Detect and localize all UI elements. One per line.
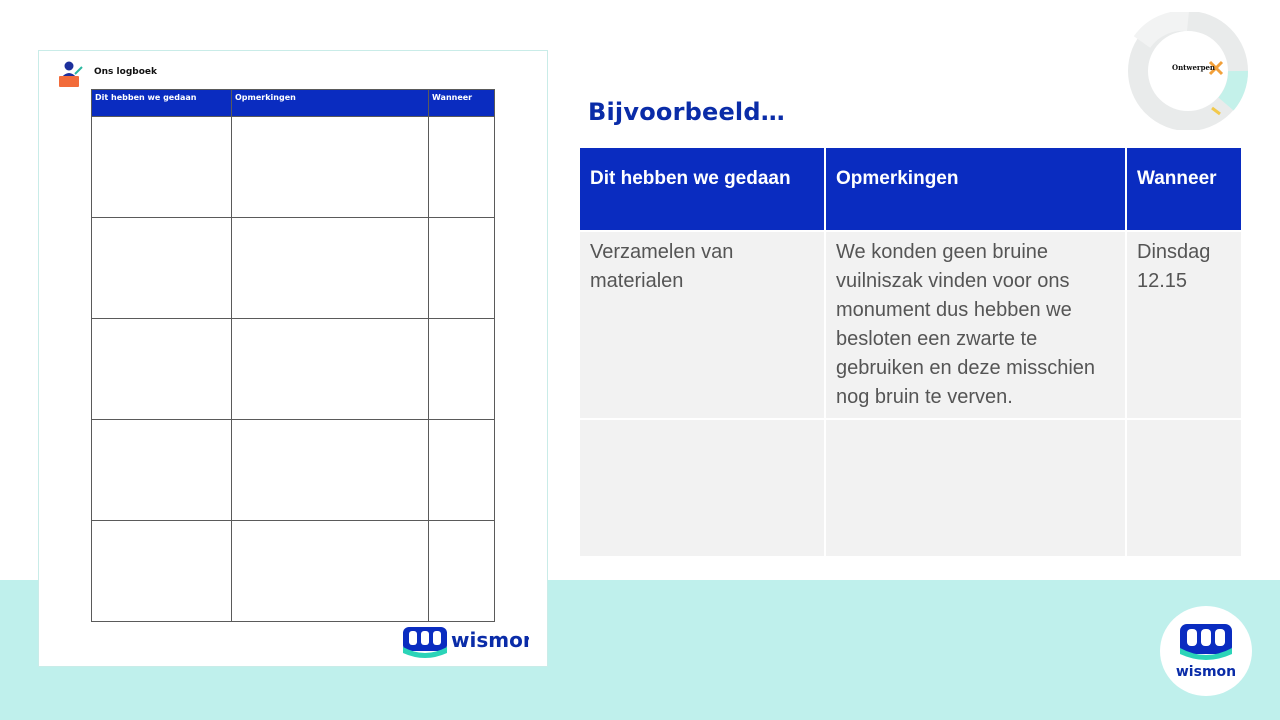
wismon-badge-logo xyxy=(1160,606,1252,696)
worksheet-wismon-logo xyxy=(401,623,529,659)
worksheet-empty-row xyxy=(92,218,495,319)
worksheet-table xyxy=(91,89,495,622)
table-row xyxy=(580,418,1241,556)
example-col-header-done: Dit hebben we gedaan xyxy=(580,148,826,230)
cell-remarks xyxy=(826,418,1127,556)
cell-when: Dinsdag 12.15 xyxy=(1127,230,1241,418)
wismon-logo-icon xyxy=(401,623,529,659)
worksheet-empty-row xyxy=(92,420,495,521)
worksheet-col-header: Wanneer xyxy=(429,90,495,117)
example-heading: Bijvoorbeeld… xyxy=(588,98,785,126)
cell-done xyxy=(580,418,826,556)
cell-when xyxy=(1127,418,1241,556)
worksheet-empty-row xyxy=(92,319,495,420)
logbook-worksheet-preview xyxy=(38,50,548,667)
example-col-header-when: Wanneer xyxy=(1127,148,1241,230)
table-row xyxy=(580,230,1241,418)
worksheet-empty-row xyxy=(92,521,495,622)
worksheet-col-header: Opmerkingen xyxy=(232,90,429,117)
example-col-header-remarks: Opmerkingen xyxy=(826,148,1127,230)
worksheet-col-header: Dit hebben we gedaan xyxy=(92,90,232,117)
worksheet-logo-text: wismon xyxy=(451,628,529,652)
worksheet-title: Ons logboek xyxy=(94,67,157,77)
cycle-label: Ontwerpen xyxy=(1172,63,1216,72)
cell-done: Verzamelen van materialen xyxy=(580,230,826,418)
cell-remarks: We konden geen bruine vuilniszak vinden voor ons monument dus hebben we besloten een zwarte te gebruiken en deze misschien nog bruin te verven. xyxy=(826,230,1127,418)
wismon-mark-icon xyxy=(1178,622,1234,662)
example-table xyxy=(580,148,1241,556)
person-at-desk-icon xyxy=(58,60,84,88)
worksheet-empty-row xyxy=(92,117,495,218)
brand-name: wismon xyxy=(1175,664,1237,680)
